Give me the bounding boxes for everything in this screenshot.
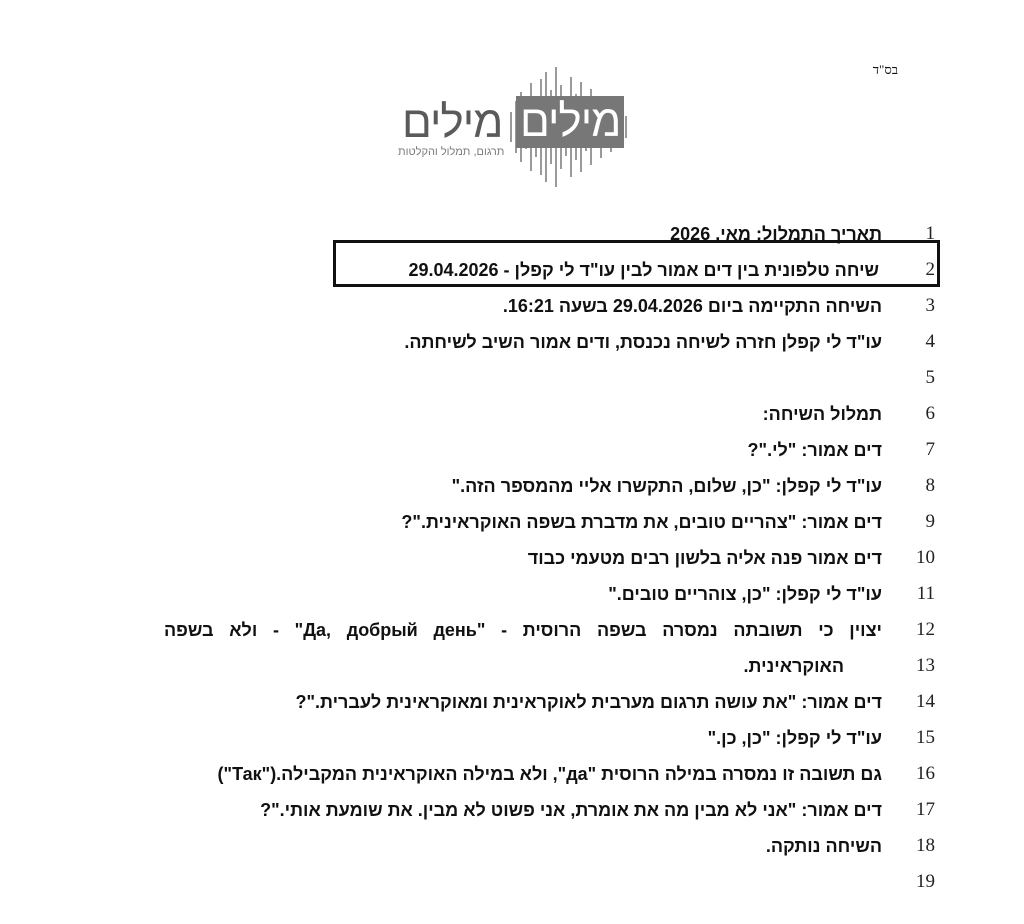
transcript-line bbox=[0, 399, 1024, 429]
transcript-line bbox=[0, 327, 1024, 357]
line-text: דים אמור פנה אליה בלשון רבים מטעמי כבוד bbox=[527, 548, 882, 568]
line-number: 6 bbox=[925, 403, 935, 424]
line-number: 4 bbox=[925, 331, 935, 352]
transcript-line bbox=[0, 435, 1024, 465]
line-text: עו"ד לי קפלן: "כן, כן." bbox=[707, 728, 882, 748]
line-number: 16 bbox=[916, 763, 935, 784]
line-number: 15 bbox=[916, 727, 935, 748]
line-text: תמלול השיחה: bbox=[762, 404, 882, 424]
line-number: 8 bbox=[925, 475, 935, 496]
transcript-line bbox=[0, 867, 1024, 897]
transcript-line bbox=[0, 723, 1024, 753]
line-number: 19 bbox=[916, 871, 935, 892]
transcript-line bbox=[0, 831, 1024, 861]
line-number: 9 bbox=[925, 511, 935, 532]
transcript-line bbox=[0, 291, 1024, 321]
transcript-line bbox=[0, 759, 1024, 789]
line-text: עו"ד לי קפלן: "כן, צוהריים טובים." bbox=[608, 584, 882, 604]
line-text: עו"ד לי קפלן: "כן, שלום, התקשרו אליי מהמספר הזה." bbox=[451, 476, 882, 496]
transcript-line bbox=[0, 543, 1024, 573]
line-number: 3 bbox=[925, 295, 935, 316]
line-number: 11 bbox=[916, 583, 935, 604]
line-text: האוקראינית. bbox=[743, 656, 844, 676]
logo-tagline: תרגום, תמלול והקלטות bbox=[398, 146, 505, 158]
line-number: 1 bbox=[925, 223, 935, 244]
transcript-line bbox=[0, 651, 1024, 681]
logo-word-light: מילים bbox=[402, 98, 503, 147]
line-number: 10 bbox=[916, 547, 935, 568]
line-text: דים אמור: "צהריים טובים, את מדברת בשפה האוקראינית."? bbox=[401, 512, 882, 532]
transcript-line bbox=[0, 219, 1024, 249]
line-text: דים אמור: "לי."? bbox=[747, 440, 882, 460]
transcript-line bbox=[0, 363, 1024, 393]
line-text: דים אמור: "אני לא מבין מה את אומרת, אני פשוט לא מבין. את שומעת אותי."? bbox=[260, 800, 882, 820]
logo-word-dark: מילים bbox=[516, 96, 624, 148]
line-text: דים אמור: "את עושה תרגום מערבית לאוקראינית ומאוקראינית לעברית."? bbox=[295, 692, 882, 712]
line-text: תאריך התמלול: מאי, 2026 bbox=[670, 224, 882, 244]
transcript-line bbox=[0, 471, 1024, 501]
transcript-line bbox=[0, 615, 1024, 645]
line-number: 12 bbox=[916, 619, 935, 640]
line-text: שיחה טלפונית בין דים אמור לבין עו"ד לי קפלן - 29.04.2026 bbox=[408, 260, 879, 280]
line-number: 17 bbox=[916, 799, 935, 820]
line-text: יצוין כי תשובתה נמסרה בשפה הרוסית - "Да, добрый день" - ולא בשפה bbox=[164, 620, 882, 640]
line-number: 7 bbox=[925, 439, 935, 460]
line-text: השיחה נותקה. bbox=[765, 836, 882, 856]
transcript-line bbox=[0, 255, 1024, 285]
line-number: 2 bbox=[925, 259, 935, 280]
transcript-line bbox=[0, 687, 1024, 717]
line-number: 14 bbox=[916, 691, 935, 712]
line-number: 13 bbox=[916, 655, 935, 676]
line-text: עו"ד לי קפלן חזרה לשיחה נכנסת, ודים אמור השיב לשיחתה. bbox=[404, 332, 882, 352]
transcript-line bbox=[0, 507, 1024, 537]
transcript-line bbox=[0, 579, 1024, 609]
bsd-header: בס"ד bbox=[872, 62, 898, 77]
line-text: השיחה התקיימה ביום 29.04.2026 בשעה 16:21. bbox=[502, 296, 882, 316]
line-text: גם תשובה זו נמסרה במילה הרוסית "да", ולא במילה האוקראינית המקבילה.("Так") bbox=[217, 764, 882, 784]
transcript-line bbox=[0, 795, 1024, 825]
line-number: 5 bbox=[925, 367, 935, 388]
line-number: 18 bbox=[916, 835, 935, 856]
